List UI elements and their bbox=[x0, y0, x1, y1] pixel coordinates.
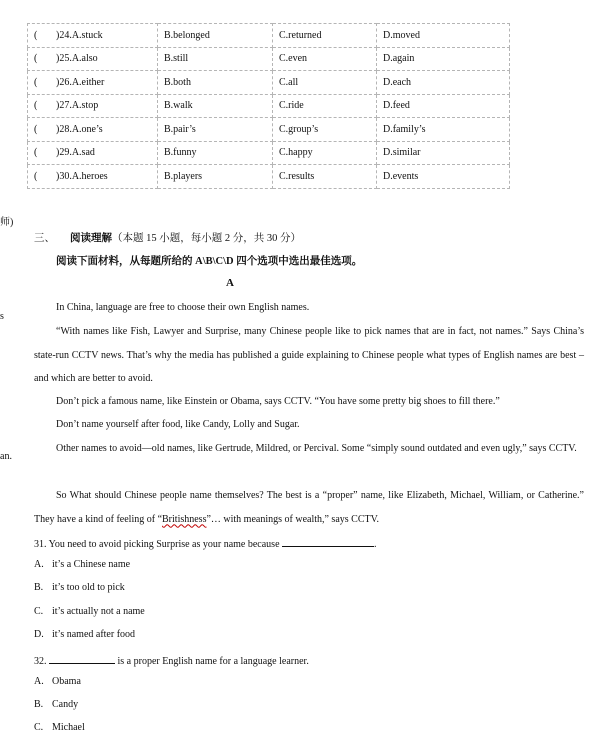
option-d: D.feed bbox=[377, 94, 510, 118]
option-d: D.each bbox=[377, 71, 510, 95]
question-number-cell bbox=[28, 47, 158, 71]
answer-paren: ( bbox=[34, 100, 38, 112]
option-b: B.players bbox=[158, 165, 273, 189]
choice-letter: B. bbox=[34, 699, 44, 710]
question-32 bbox=[34, 653, 309, 667]
paragraph bbox=[34, 484, 584, 531]
answer-paren: ( bbox=[34, 147, 38, 159]
option-b: B.walk bbox=[158, 94, 273, 118]
option-b: B.both bbox=[158, 71, 273, 95]
choice-c bbox=[34, 722, 85, 733]
option-d: D.again bbox=[377, 47, 510, 71]
option-b: B.funny bbox=[158, 141, 273, 165]
option-c: C.happy bbox=[273, 141, 377, 165]
option-b: B.pair’s bbox=[158, 118, 273, 142]
table-row bbox=[28, 141, 510, 165]
option-c: C.ride bbox=[273, 94, 377, 118]
choice-b bbox=[34, 582, 125, 593]
paragraph: Other names to avoid—old names, like Gertrude, Mildred, or Percival. Some “simply sound outdated and even ugly,” says CCTV. bbox=[56, 443, 577, 454]
choice-letter: C. bbox=[34, 606, 44, 617]
option-a: )26.A.either bbox=[56, 76, 105, 88]
choice-d bbox=[34, 629, 135, 640]
choice-a bbox=[34, 559, 130, 570]
option-d: D.events bbox=[377, 165, 510, 189]
passage-letter: A bbox=[226, 277, 234, 289]
section-detail: （本题 15 小题，每小题 2 分，共 30 分） bbox=[112, 233, 301, 244]
choice-letter: A. bbox=[34, 559, 44, 570]
option-a: )28.A.one’s bbox=[56, 123, 103, 135]
table-row bbox=[28, 47, 510, 71]
choice-text: it’s actually not a name bbox=[52, 606, 145, 617]
paragraph: In China, language are free to choose their own English names. bbox=[56, 302, 310, 313]
answer-paren: ( bbox=[34, 123, 38, 135]
option-d: D.family’s bbox=[377, 118, 510, 142]
answer-paren: ( bbox=[34, 29, 38, 41]
question-number-cell bbox=[28, 165, 158, 189]
paragraph: Don’t pick a famous name, like Einstein or Obama, says CCTV. “You have some pretty big shoes to fill there.” bbox=[56, 396, 500, 407]
question-number-cell bbox=[28, 71, 158, 95]
choice-text: Obama bbox=[52, 676, 81, 687]
paragraph-text: ”… with meanings of wealth,” says CCTV. bbox=[206, 513, 380, 525]
choice-text: Candy bbox=[52, 699, 79, 710]
question-number-cell bbox=[28, 141, 158, 165]
table-row bbox=[28, 94, 510, 118]
option-a: )29.A.sad bbox=[56, 147, 95, 159]
answer-paren: ( bbox=[34, 53, 38, 65]
choice-b bbox=[34, 699, 78, 710]
question-suffix: is a proper English name for a language learner. bbox=[117, 656, 309, 667]
answer-paren: ( bbox=[34, 170, 38, 182]
choice-letter: A. bbox=[34, 676, 44, 687]
section-heading bbox=[34, 230, 301, 245]
choice-text: Michael bbox=[52, 722, 85, 733]
option-a: )25.A.also bbox=[56, 53, 98, 65]
choice-letter: B. bbox=[34, 582, 44, 593]
choice-letter: D. bbox=[34, 629, 44, 640]
paragraph: “With names like Fish, Lawyer and Surprise, many Chinese people like to pick names that are in fact, not names.” Says China’s state-run CCTV news. That’s why the media has published a guide explaining to Chinese people what types of English names are best – and which are better to avoid. bbox=[34, 326, 584, 384]
section-number: 三、 bbox=[34, 233, 55, 244]
instruction: 阅读下面材料，从每题所给的 A\B\C\D 四个选项中选出最佳选项。 bbox=[56, 256, 363, 267]
table-row bbox=[28, 71, 510, 95]
question-text: 32. bbox=[34, 656, 47, 667]
table-row bbox=[28, 118, 510, 142]
option-a: )24.A.stuck bbox=[56, 29, 103, 41]
option-b: B.still bbox=[158, 47, 273, 71]
choice-text: it’s too old to pick bbox=[52, 582, 125, 593]
question-number-cell bbox=[28, 24, 158, 48]
answer-blank bbox=[282, 536, 374, 547]
option-b: B.belonged bbox=[158, 24, 273, 48]
edge-fragment: an. bbox=[0, 451, 12, 462]
question-31 bbox=[34, 536, 377, 550]
spelling-flagged-word: Britishness bbox=[162, 513, 207, 525]
edge-fragment: 师) bbox=[0, 217, 14, 228]
question-number-cell bbox=[28, 118, 158, 142]
choice-a bbox=[34, 676, 81, 687]
question-number-cell bbox=[28, 94, 158, 118]
option-d: D.similar bbox=[377, 141, 510, 165]
options-table bbox=[27, 23, 510, 189]
choice-text: it’s a Chinese name bbox=[52, 559, 131, 570]
option-c: C.all bbox=[273, 71, 377, 95]
option-a: )30.A.heroes bbox=[56, 170, 108, 182]
question-text: 31. You need to avoid picking Surprise as your name because bbox=[34, 539, 280, 550]
answer-paren: ( bbox=[34, 76, 38, 88]
choice-letter: C. bbox=[34, 722, 44, 733]
section-title: 阅读理解 bbox=[70, 233, 112, 244]
paragraph-text: So What should Chinese people name themselves? The best is a “proper” name, like Elizabeth, Michael, William, or Catherine.” They have a kind of feeling of “ bbox=[34, 490, 584, 525]
edge-fragment: s bbox=[0, 311, 4, 322]
table-row bbox=[28, 165, 510, 189]
option-c: C.returned bbox=[273, 24, 377, 48]
choice-text: it’s named after food bbox=[52, 629, 136, 640]
answer-blank bbox=[49, 653, 115, 664]
paragraph: Don’t name yourself after food, like Candy, Lolly and Sugar. bbox=[56, 419, 300, 430]
question-suffix: . bbox=[374, 539, 377, 550]
option-a: )27.A.stop bbox=[56, 100, 99, 112]
option-c: C.group’s bbox=[273, 118, 377, 142]
option-d: D.moved bbox=[377, 24, 510, 48]
table-row bbox=[28, 24, 510, 48]
choice-c bbox=[34, 606, 145, 617]
option-c: C.results bbox=[273, 165, 377, 189]
option-c: C.even bbox=[273, 47, 377, 71]
